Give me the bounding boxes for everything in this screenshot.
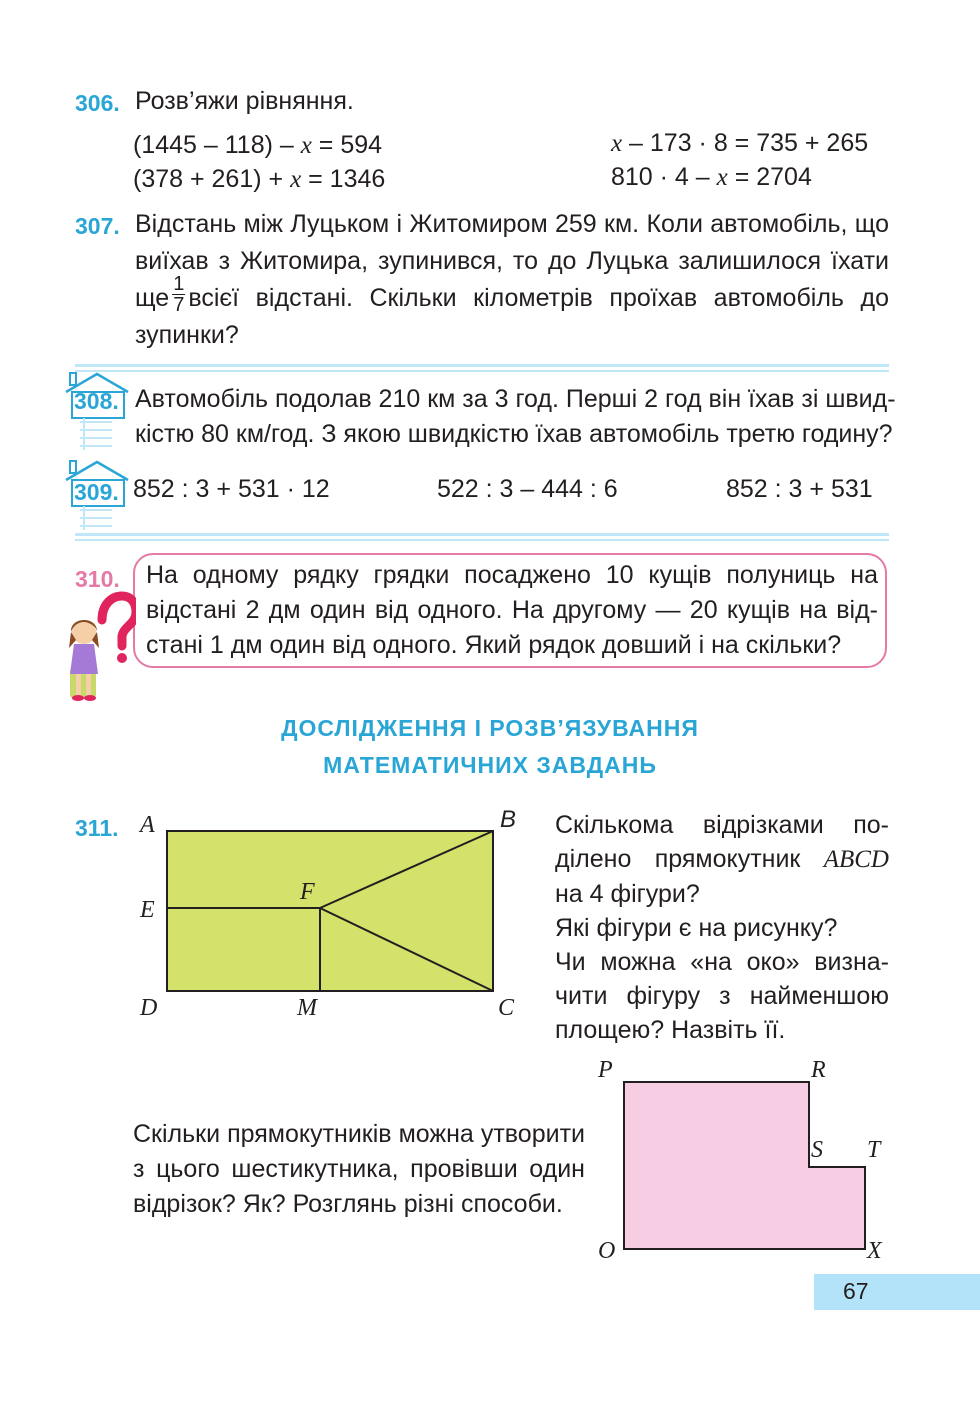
equation-4-var: x xyxy=(716,164,728,191)
problem-311-line-2-abcd: ABCD xyxy=(823,846,889,873)
problem-311-q2-line-1: Скільки прямокутників можна утворити xyxy=(133,1120,585,1148)
problem-311-line-7: площею? Назвіть її. xyxy=(555,1016,786,1044)
section-title-line-2: МАТЕМАТИЧНИХ ЗАВДАНЬ xyxy=(323,752,657,778)
problem-307-line-3-end: всієї відстані. Скільки кілометрів проїхав автомобіль до xyxy=(188,284,889,312)
equation-2 xyxy=(133,162,385,197)
point-label-r: R xyxy=(811,1057,826,1083)
problem-306-number: 306. xyxy=(75,90,120,116)
problem-310-line-1: На одному рядку грядки посаджено 10 кущів полуниць на xyxy=(146,561,878,589)
equation-2-left: (378 + 261) + xyxy=(133,165,291,193)
problem-310-line-2: відстані 2 дм один від одного. На другому — 20 кущів на від- xyxy=(146,596,878,624)
problem-308-number: 308. xyxy=(74,388,119,414)
problem-310-line-3: стані 1 дм один від одного. Який рядок довший і на скільки? xyxy=(146,631,842,659)
page-number-tab xyxy=(814,1274,980,1310)
problem-311-number: 311. xyxy=(75,815,119,841)
homework-band-top xyxy=(75,364,889,367)
problem-311-line-6: чити фігуру з найменшою xyxy=(555,982,889,1010)
page-number: 67 xyxy=(843,1278,869,1304)
problem-307-line-3-start: ще xyxy=(135,284,170,312)
fraction-numerator: 1 xyxy=(173,273,185,295)
equation-3 xyxy=(611,126,868,161)
point-label-a: A xyxy=(140,812,155,838)
problem-311-question-2 xyxy=(133,1117,585,1222)
problem-307-line-3 xyxy=(135,273,889,317)
problem-307-line-2: виїхав з Житомира, зупинився, то до Луцька залишилося їхати xyxy=(135,247,889,275)
expression-2: 522 : 3 – 444 : 6 xyxy=(437,475,618,503)
equation-1-left: (1445 – 118) – xyxy=(133,131,301,159)
point-label-x: X xyxy=(867,1238,882,1264)
point-label-f: F xyxy=(300,879,315,905)
problem-311-line-2-text: ділено прямокутник xyxy=(555,845,824,873)
problem-311-line-2 xyxy=(555,842,889,877)
problem-307-line-4: зупинки? xyxy=(135,321,239,349)
homework-band-top-2 xyxy=(75,370,889,372)
homework-band-bottom xyxy=(75,533,889,536)
problem-309-number: 309. xyxy=(74,479,119,505)
problem-308-line-2: кістю 80 км/год. З якою швидкістю їхав автомобіль третю годину? xyxy=(135,420,893,448)
problem-310-text xyxy=(146,558,878,663)
section-title-line-1: ДОСЛІДЖЕННЯ І РОЗВ’ЯЗУВАННЯ xyxy=(281,715,699,741)
hexagon-figure xyxy=(620,1078,870,1253)
expression-3: 852 : 3 + 531 xyxy=(726,475,873,503)
problem-311-line-5: Чи можна «на око» визна- xyxy=(555,948,889,976)
equation-2-var: x xyxy=(290,166,302,193)
equation-2-right: = 1346 xyxy=(301,165,386,193)
rectangle-abcd-figure xyxy=(160,825,500,995)
problem-311-line-4: Які фігури є на рисунку? xyxy=(555,914,838,942)
problem-311-question-1 xyxy=(555,808,889,1047)
homework-band-bottom-2 xyxy=(75,539,889,541)
problem-311-q2-line-3: відрізок? Як? Розглянь різні способи. xyxy=(133,1190,563,1218)
point-label-e: E xyxy=(140,897,155,923)
equation-4 xyxy=(611,160,812,195)
point-label-c: C xyxy=(498,995,515,1021)
fraction-one-seventh xyxy=(172,274,185,315)
point-label-p: P xyxy=(598,1057,613,1083)
equation-4-left: 810 · 4 – xyxy=(611,163,717,191)
problem-308-text xyxy=(135,382,896,452)
problem-307-line-1: Відстань між Луцьком і Житомиром 259 км. Коли автомобіль, що xyxy=(135,210,889,238)
equation-4-right: = 2704 xyxy=(727,163,812,191)
girl-with-question-illustration xyxy=(64,590,136,704)
problem-311-line-1: Скількома відрізками по- xyxy=(555,811,889,839)
expression-1: 852 : 3 + 531 · 12 xyxy=(133,475,330,503)
problem-310-number: 310. xyxy=(75,566,120,592)
point-label-b: B xyxy=(500,806,517,833)
equation-3-var: x xyxy=(611,130,623,157)
equation-1-right: = 594 xyxy=(311,131,383,159)
point-label-m: M xyxy=(297,995,317,1021)
equation-3-right: – 173 · 8 = 735 + 265 xyxy=(622,129,869,157)
equation-1-var: x xyxy=(300,132,312,159)
point-label-s: S xyxy=(811,1137,823,1163)
problem-311-q2-line-2: з цього шестикутника, провівши один xyxy=(133,1155,585,1183)
point-label-d: D xyxy=(140,995,158,1021)
problem-306-text: Розв’яжи рівняння. xyxy=(135,87,354,115)
problem-307-number: 307. xyxy=(75,213,120,239)
point-label-o: O xyxy=(598,1238,616,1264)
problem-311-line-3: на 4 фігури? xyxy=(555,880,700,908)
problem-308-line-1: Автомобіль подолав 210 км за 3 год. Перші 2 год він їхав зі швид- xyxy=(135,385,896,413)
equation-1 xyxy=(133,128,382,163)
problem-307-text xyxy=(135,206,889,354)
point-label-t: T xyxy=(867,1137,881,1163)
fraction-denominator: 7 xyxy=(173,294,185,316)
